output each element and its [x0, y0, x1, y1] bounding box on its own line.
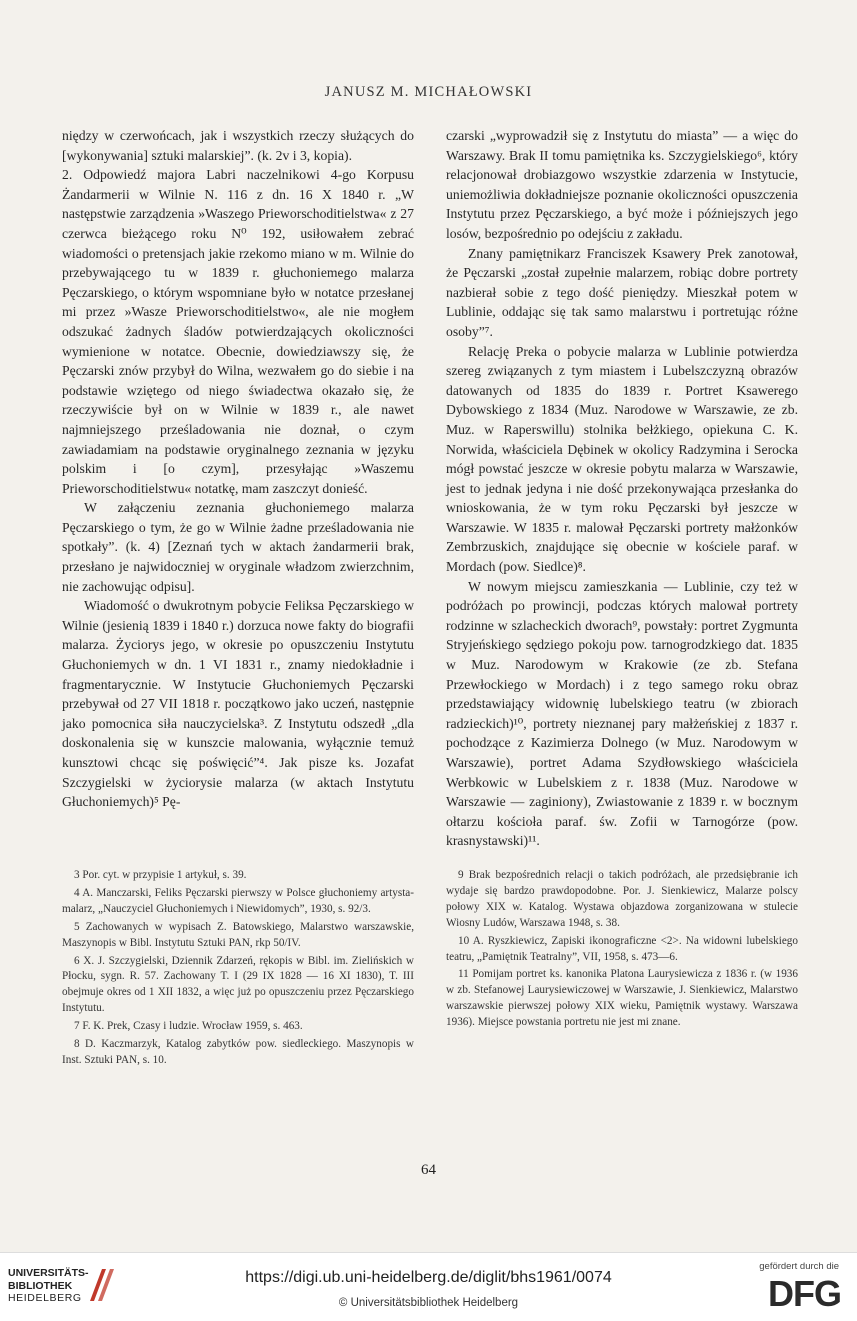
right-column: [446, 126, 798, 851]
paragraph: 2. Odpowiedź majora Labri naczelnikowi 4-go Korpusu Żandarmerii w Wilnie N. 116 z dn. 16 X 1840 r. „W następstwie zarządzenia »Waszego Prieworschoditielstwa« z 27 czerwca bieżącego roku N⁰ 192, usiłowałem zebrać wiadomości o pretensjach jakie rzekomo miano w m. Wilnie do przebywającego tu w 1839 r. głuchoniemego malarza Pęczarskiego, o którym wspomniane było w notatce przesłanej mi przez »Wasze Prieworschoditielstwo«, ale nie mogłem odszukać żadnych śladów potwierdzających okoliczności wymienione w notatce. Obecnie, dowiedziawszy się, że Pęczarski znów przybył do Wilna, wezwałem go do siebie i na podstawie wziętego od niego świadectwa okazało się, że rzeczywiście był on w Wilnie w 1839 r., ale nawet najmniejszego prześladowania nie doznał, o czym zawiadamiam na podstawie oryginalnego zeznania w języku polskim i [o czym], przesyłając »Waszemu Prieworschoditielstwu« notatkę, mam zaszczyt donieść.: [62, 167, 414, 496]
footnote: 9 Brak bezpośrednich relacji o takich podróżach, ale przedsiębranie ich wydaje się bardzo prawdopodobne. Por. J. Sienkiewicz, Malarze polscy połowy XIX w. Katalog. Wystawa objazdowa zorganizowana w stulecie Wiosny Ludów, Warszawa 1948, s. 38.: [446, 869, 798, 929]
library-name-line: HEIDELBERG: [8, 1292, 82, 1304]
footnote: 6 X. J. Szczygielski, Dziennik Zdarzeń, rękopis w Bibl. im. Zielińskich w Płocku, sygn. R. 57. Zachowany T. I (29 IX 1828 — 16 XI 1830), T. III obejmuje okres od 1 XII 1832, a więc już po opuszczeniu przez Pęczarskiego Instytutu.: [62, 954, 414, 1015]
footnote: 4 A. Manczarski, Feliks Pęczarski pierwszy w Polsce głuchoniemy artysta-malarz, „Nauczyciel Głuchoniemych i Niewidomych”, 1930, s. 92/3.: [62, 886, 414, 915]
copyright-notice: © Universitätsbibliothek Heidelberg: [338, 1297, 519, 1309]
permalink-url[interactable]: https://digi.ub.uni-heidelberg.de/diglit/bhs1961/0074: [245, 1269, 612, 1286]
paragraph: Znany pamiętnikarz Franciszek Ksawery Prek zanotował, że Pęczarski „został zupełnie malarzem, robiąc dobre portrety nazbierał sobie z tego dość pieniędzy. Mieszkał potem w Lublinie, oddając się tak samo malarstwu i portretując różne osoby”⁷.: [446, 245, 798, 339]
library-name-line: BIBLIOTHEK: [8, 1279, 73, 1292]
footnote: 8 D. Kaczmarzyk, Katalog zabytków pow. siedleckiego. Maszynopis w Inst. Sztuki PAN, s. 10.: [62, 1038, 414, 1066]
paragraph: czarski „wyprowadził się z Instytutu do miasta” — a więc do Warszawy. Brak II tomu pamiętnika ks. Szczygielskiego⁶, który relacjonował drobiazgowo wszystkie zdarzenia w Instytucie, uniemożliwia dokładniejsze poznanie okoliczności opuszczenia Instytutu przez Pęczarskiego, a być może i późniejszych jego losów, bezpośrednio po odejściu z zakładu.: [446, 128, 798, 241]
paragraph: W nowym miejscu zamieszkania — Lublinie, czy też w podróżach po prowincji, podczas których malował portrety rodzinne w szlacheckich dworach⁹, powstały: portret Zygmunta Stryjeńskiego sędziego pokoju pow. tarnogrodzkiego dat. 1835 w Muz. Narodowym w Krakowie (ze zb. Stefana Przewłockiego w Mordach) i z tego samego roku obraz przedstawiający widownię lubelskiego teatru (w zbiorach radzieckich)¹⁰, portrety nieznanej pary małżeńskiej z 1837 r. pochodzące z Kazimierza Dolnego (w Muz. Narodowym w Warszawie), portret Adama Szydłowskiego właściciela Werbkowic w Lubelskiem z r. 1838 (Muz. Narodowe w Warszawie — zaginiony), Zwiastowanie z 1839 r. w bocznym ołtarzu kościoła paraf. św. Zofii w Tarnogórze (pow. krasnystawski)¹¹.: [446, 578, 798, 849]
paragraph: Wiadomość o dwukrotnym pobycie Feliksa Pęczarskiego w Wilnie (jesienią 1839 i 1840 r.) dorzuca nowe fakty do biografii malarza. Życiorys jego, w okresie po opuszczeniu Instytutu Głuchoniemych w dn. 1 VI 1831 r., znamy niedokładnie i fragmentarycznie. W Instytucie Głuchoniemych Pęczarski przebywał od 27 VII 1818 r. początkowo jako uczeń, następnie jako pomocnica siła nauczycielska³. Z Instytutu odszedł „dla doskonalenia się w kunszcie malowania, wyłącznie temuż kunsztowi chcąc się poświęcić”⁴. Jak pisze ks. Jozafat Szczygielski w życiorysie malarza (w aktach Instytutu Głuchoniemych)⁵ Pę-: [62, 598, 414, 810]
dfg-logo[interactable]: DFG: [768, 1273, 841, 1314]
page-number: 64: [421, 1162, 436, 1178]
footnote: 5 Zachowanych w wypisach Z. Batowskiego, Malarstwo warszawskie, Maszynopis w Bibl. Instytutu Sztuki PAN, rkp 50/IV.: [62, 920, 414, 949]
left-column: [62, 126, 414, 812]
paragraph: niędzy w czerwońcach, jak i wszystkich rzeczy służących do [wykonywania] sztuki malarskiej”. (k. 2v i 3, kopia).: [62, 128, 414, 163]
footnotes-right: [446, 868, 798, 1033]
footnote: 3 Por. cyt. w przypisie 1 artykuł, s. 39.: [74, 869, 247, 881]
paragraph: W załączeniu zeznania głuchoniemego malarza Pęczarskiego o tym, że go w Wilnie żadne prześladowania nie spotkały”. (k. 4) [Zeznań tych w aktach żandarmerii brak, przesłano je najwidoczniej w oryginale władzom zwierzchnim, nie zachowując odpisu].: [62, 500, 414, 594]
paragraph: Relację Preka o pobycie malarza w Lublinie potwierdza szereg związanych z tym miastem i Lubelszczyzną obrazów datowanych od 1835 do 1839 r. Portret Ksawerego Dybowskiego z 1834 (Muz. Narodowe w Warszawie, ze zb. Muz. w Raperswillu) stolnika bełżkiego, opiekuna C. K. Norwida, właściciela Dębinek w okolicy Radzymina i Serocka mógł powstać jeszcze w okresie pobytu malarza w Warszawie, jest to jednak jedyna i nie dość przekonywająca przesłanka do wnioskowania, że w tym roku Pęczarski był jeszcze w Warszawie. W 1835 r. malował Pęczarski portrety małżonków Zembrzuskich, znajdujące się obecnie w kościele paraf. w Mordach (pow. Siedlce)⁸.: [446, 343, 798, 575]
footnotes-left: [62, 868, 414, 1071]
footnote: 7 F. K. Prek, Czasy i ludzie. Wrocław 1959, s. 463.: [74, 1020, 303, 1033]
footnote: 11 Pomijam portret ks. kanonika Platona Laurysiewicza z 1836 r. (w 1936 w zb. Stefanowej Laurysiewiczowej w Warszawie, J. Sienkiewicz, Malarstwo warszawskie pierwszej połowy XIX wieku, Pamiętnik wystawy. Warszawa 1936). Miejsce powstania portretu nie jest mi znane.: [446, 968, 798, 1029]
viewer-footer: [0, 1252, 857, 1321]
running-header: JANUSZ M. MICHAŁOWSKI: [324, 84, 533, 100]
library-name-line: UNIVERSITÄTS-: [8, 1267, 89, 1279]
funder-label: gefördert durch die: [759, 1261, 839, 1272]
footnote: 10 A. Ryszkiewicz, Zapiski ikonograficzne <2>. Na widowni lubelskiego teatru, „Pamiętnik Teatralny”, VII, 1958, s. 473—6.: [446, 934, 798, 963]
